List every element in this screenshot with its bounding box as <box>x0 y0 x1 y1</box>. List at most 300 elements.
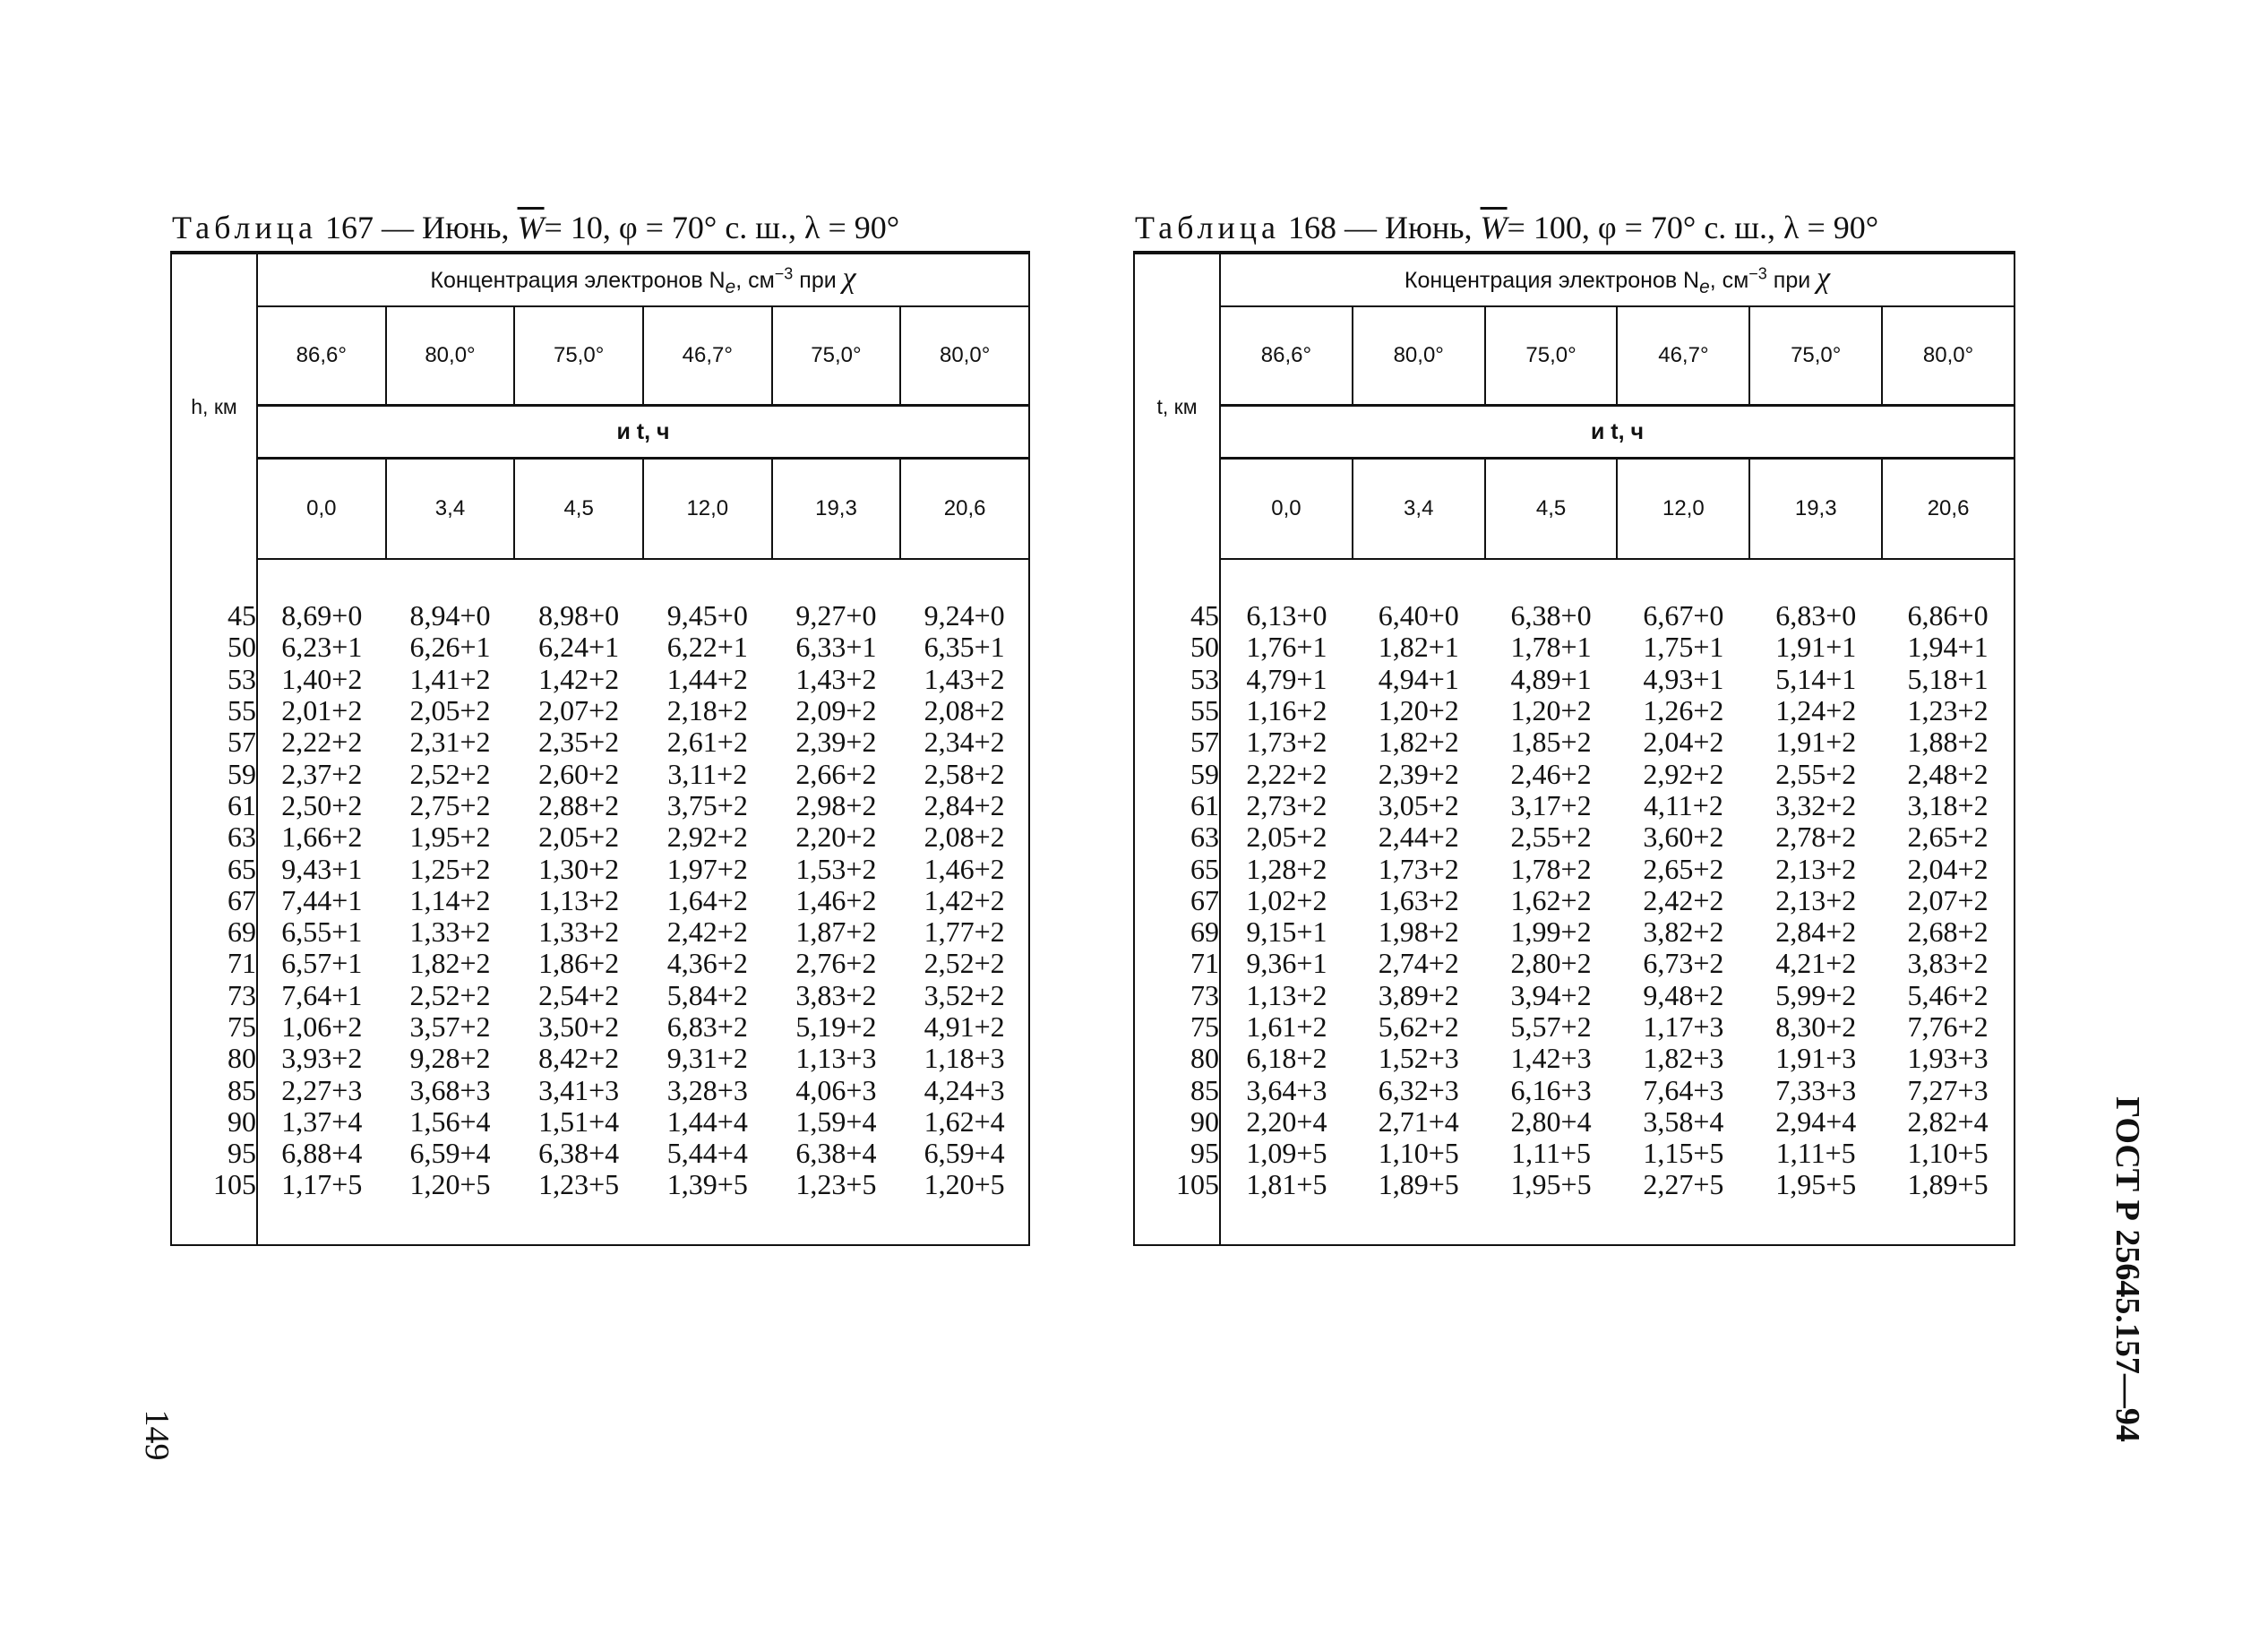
value-cell: 2,01+2 <box>281 694 363 727</box>
height-cell: 105 <box>1134 1169 1220 1200</box>
value-cell: 1,86+2 <box>538 947 620 980</box>
value-cell: 3,58+4 <box>1643 1104 1724 1138</box>
angle-header: 80,0° <box>1882 306 2015 406</box>
value-cell: 8,30+2 <box>1775 1010 1857 1043</box>
height-cell: 95 <box>1134 1138 1220 1169</box>
value-cell: 1,17+5 <box>281 1168 363 1201</box>
value-cell: 6,83+2 <box>666 1010 748 1043</box>
value-cell: 1,20+2 <box>1510 694 1592 727</box>
value-cell: 3,50+2 <box>538 1010 620 1043</box>
value-cell: 5,62+2 <box>1378 1010 1459 1043</box>
value-cell: 1,93+3 <box>1907 1042 1989 1075</box>
value-cell: 6,59+4 <box>409 1137 491 1170</box>
caption-w-symbol: $\overline{W}$ <box>1480 210 1508 245</box>
value-cell: 2,05+2 <box>1246 821 1327 854</box>
height-cell: 45 <box>1134 600 1220 632</box>
value-cell: 2,37+2 <box>281 757 363 790</box>
value-cell: 2,88+2 <box>538 788 620 821</box>
value-cell: 1,64+2 <box>666 883 748 916</box>
value-cell: 2,31+2 <box>409 726 491 759</box>
value-cell: 2,98+2 <box>795 788 877 821</box>
value-cell: 4,79+1 <box>1246 662 1327 695</box>
height-cell: 45 <box>171 600 257 632</box>
concentration-header <box>1220 253 2015 306</box>
time-header-value: 3,4 <box>386 459 515 560</box>
value-cell: 1,87+2 <box>795 915 877 949</box>
value-cell: 1,46+2 <box>795 883 877 916</box>
value-cell: 6,83+0 <box>1775 599 1857 632</box>
table-row <box>171 1011 1029 1043</box>
table-row <box>1134 853 2015 884</box>
value-cell: 3,68+3 <box>409 1073 491 1106</box>
value-cell: 9,45+0 <box>666 599 748 632</box>
value-cell: 1,89+5 <box>1907 1168 1989 1201</box>
value-cell: 1,42+3 <box>1510 1042 1592 1075</box>
value-cell: 2,05+2 <box>538 821 620 854</box>
value-cell: 1,82+2 <box>1378 726 1459 759</box>
height-cell: 57 <box>1134 726 1220 758</box>
angle-header: 75,0° <box>772 306 901 406</box>
time-header-value: 19,3 <box>772 459 901 560</box>
value-cell: 6,32+3 <box>1378 1073 1459 1106</box>
spacer-cell <box>257 560 1029 600</box>
value-cell: 5,46+2 <box>1907 978 1989 1011</box>
value-cell: 1,73+2 <box>1246 726 1327 759</box>
value-cell: 1,99+2 <box>1510 915 1592 949</box>
value-cell: 1,53+2 <box>795 852 877 885</box>
value-cell: 1,13+3 <box>795 1042 877 1075</box>
height-cell: 71 <box>171 948 257 979</box>
value-cell: 2,84+2 <box>924 788 1005 821</box>
spacer-cell <box>1220 1201 2015 1245</box>
value-cell: 1,37+4 <box>281 1104 363 1138</box>
time-header-value: 12,0 <box>643 459 772 560</box>
value-cell: 1,42+2 <box>924 883 1005 916</box>
value-cell: 2,27+5 <box>1643 1168 1724 1201</box>
table-row <box>171 853 1029 884</box>
value-cell: 2,39+2 <box>795 726 877 759</box>
value-cell: 3,89+2 <box>1378 978 1459 1011</box>
height-cell: 105 <box>171 1169 257 1200</box>
value-cell: 1,23+5 <box>538 1168 620 1201</box>
value-cell: 2,04+2 <box>1643 726 1724 759</box>
time-header-value: 12,0 <box>1617 459 1749 560</box>
table-row <box>171 1043 1029 1074</box>
standard-code: ГОСТ Р 25645.157—94 <box>2109 1096 2146 1442</box>
height-cell: 50 <box>171 632 257 663</box>
value-cell: 2,04+2 <box>1907 852 1989 885</box>
value-cell: 1,26+2 <box>1643 694 1724 727</box>
value-cell: 5,57+2 <box>1510 1010 1592 1043</box>
angle-header: 86,6° <box>1220 306 1353 406</box>
value-cell: 3,93+2 <box>281 1042 363 1075</box>
height-cell: 53 <box>1134 664 1220 695</box>
height-cell: 71 <box>1134 948 1220 979</box>
table-row <box>1134 1043 2015 1074</box>
time-header-value: 20,6 <box>1882 459 2015 560</box>
value-cell: 2,44+2 <box>1378 821 1459 854</box>
angle-header: 46,7° <box>1617 306 1749 406</box>
angle-header: 80,0° <box>1353 306 1485 406</box>
table-caption <box>172 204 1030 251</box>
value-cell: 4,21+2 <box>1775 947 1857 980</box>
height-cell: 95 <box>171 1138 257 1169</box>
value-cell: 7,64+1 <box>281 978 363 1011</box>
value-cell: 6,38+4 <box>795 1137 877 1170</box>
table-row <box>171 948 1029 979</box>
value-cell: 4,06+3 <box>795 1073 877 1106</box>
time-header-value: 3,4 <box>1353 459 1485 560</box>
value-cell: 1,23+5 <box>795 1168 877 1201</box>
value-cell: 2,94+4 <box>1775 1104 1857 1138</box>
value-cell: 2,68+2 <box>1907 915 1989 949</box>
table-row <box>171 885 1029 916</box>
height-cell: 69 <box>1134 916 1220 948</box>
value-cell: 2,52+2 <box>924 947 1005 980</box>
table-row <box>171 1074 1029 1105</box>
value-cell: 9,15+1 <box>1246 915 1327 949</box>
table-row <box>1134 664 2015 695</box>
height-cell: 55 <box>1134 695 1220 726</box>
value-cell: 2,55+2 <box>1510 821 1592 854</box>
value-cell: 1,40+2 <box>281 662 363 695</box>
value-cell: 1,46+2 <box>924 852 1005 885</box>
value-cell: 1,18+3 <box>924 1042 1005 1075</box>
value-cell: 9,24+0 <box>924 599 1005 632</box>
value-cell: 1,51+4 <box>538 1104 620 1138</box>
table-row <box>171 726 1029 758</box>
value-cell: 1,30+2 <box>538 852 620 885</box>
angle-header: 86,6° <box>257 306 386 406</box>
angle-header: 46,7° <box>643 306 772 406</box>
table-row <box>1134 1074 2015 1105</box>
table-row <box>1134 980 2015 1011</box>
value-cell: 5,44+4 <box>666 1137 748 1170</box>
value-cell: 3,05+2 <box>1378 788 1459 821</box>
value-cell: 1,11+5 <box>1511 1137 1591 1170</box>
value-cell: 1,41+2 <box>409 662 491 695</box>
value-cell: 2,84+2 <box>1775 915 1857 949</box>
value-cell: 9,36+1 <box>1246 947 1327 980</box>
value-cell: 6,57+1 <box>281 947 363 980</box>
caption-params: = 100, φ = 70° с. ш., λ = 90° <box>1507 210 1879 245</box>
data-table <box>1133 251 2015 1246</box>
value-cell: 2,80+4 <box>1510 1104 1592 1138</box>
value-cell: 2,55+2 <box>1775 757 1857 790</box>
value-cell: 2,50+2 <box>281 788 363 821</box>
conc-sub: e <box>725 277 736 297</box>
value-cell: 1,95+2 <box>409 821 491 854</box>
value-cell: 4,94+1 <box>1378 662 1459 695</box>
value-cell: 9,28+2 <box>409 1042 491 1075</box>
table-row <box>171 1106 1029 1138</box>
value-cell: 1,94+1 <box>1907 631 1989 664</box>
chi-symbol: χ <box>842 262 856 295</box>
value-cell: 1,10+5 <box>1378 1137 1459 1170</box>
value-cell: 1,20+5 <box>924 1168 1005 1201</box>
value-cell: 5,99+2 <box>1775 978 1857 1011</box>
table-row <box>1134 1169 2015 1200</box>
value-cell: 3,32+2 <box>1775 788 1857 821</box>
conc-exp: −3 <box>1748 264 1767 283</box>
value-cell: 1,13+2 <box>538 883 620 916</box>
value-cell: 1,78+2 <box>1510 852 1592 885</box>
value-cell: 1,20+2 <box>1378 694 1459 727</box>
value-cell: 1,88+2 <box>1907 726 1989 759</box>
caption-word: Таблица <box>1135 210 1280 245</box>
table-row <box>1134 632 2015 663</box>
value-cell: 1,44+2 <box>666 662 748 695</box>
value-cell: 1,11+5 <box>1775 1137 1856 1170</box>
value-cell: 6,73+2 <box>1643 947 1724 980</box>
value-cell: 3,28+3 <box>666 1073 748 1106</box>
page-number: 149 <box>138 1409 176 1461</box>
value-cell: 2,92+2 <box>1643 757 1724 790</box>
time-header-value: 19,3 <box>1749 459 1882 560</box>
value-cell: 1,15+5 <box>1643 1137 1724 1170</box>
value-cell: 3,64+3 <box>1246 1073 1327 1106</box>
value-cell: 9,48+2 <box>1643 978 1724 1011</box>
value-cell: 1,63+2 <box>1378 883 1459 916</box>
value-cell: 1,43+2 <box>795 662 877 695</box>
value-cell: 6,22+1 <box>666 631 748 664</box>
data-table <box>170 251 1030 1246</box>
caption-params: = 10, φ = 70° с. ш., λ = 90° <box>544 210 900 245</box>
caption-number: 168 — Июнь, <box>1287 210 1473 245</box>
value-cell: 2,07+2 <box>1907 883 1989 916</box>
value-cell: 1,73+2 <box>1378 852 1459 885</box>
value-cell: 6,26+1 <box>409 631 491 664</box>
value-cell: 2,13+2 <box>1775 852 1857 885</box>
value-cell: 5,18+1 <box>1907 662 1989 695</box>
table-row <box>171 916 1029 948</box>
value-cell: 3,75+2 <box>666 788 748 821</box>
table-168-block <box>1133 204 2015 1246</box>
value-cell: 1,33+2 <box>538 915 620 949</box>
row-header: h, км <box>171 253 257 560</box>
value-cell: 9,43+1 <box>281 852 363 885</box>
value-cell: 2,08+2 <box>924 694 1005 727</box>
height-cell: 59 <box>171 758 257 789</box>
conc-sub: e <box>1699 277 1710 297</box>
value-cell: 1,28+2 <box>1246 852 1327 885</box>
value-cell: 5,19+2 <box>795 1010 877 1043</box>
value-cell: 4,36+2 <box>666 947 748 980</box>
value-cell: 1,59+4 <box>795 1104 877 1138</box>
height-cell: 80 <box>171 1043 257 1074</box>
height-cell: 61 <box>1134 790 1220 821</box>
value-cell: 1,62+2 <box>1510 883 1592 916</box>
value-cell: 1,76+1 <box>1246 631 1327 664</box>
value-cell: 1,20+5 <box>409 1168 491 1201</box>
value-cell: 2,20+4 <box>1246 1104 1327 1138</box>
value-cell: 2,08+2 <box>924 821 1005 854</box>
table-row <box>1134 695 2015 726</box>
time-header-value: 4,5 <box>514 459 643 560</box>
height-cell: 69 <box>171 916 257 948</box>
angle-header: 75,0° <box>514 306 643 406</box>
value-cell: 8,98+0 <box>538 599 620 632</box>
value-cell: 1,23+2 <box>1907 694 1989 727</box>
time-header-value: 0,0 <box>1220 459 1353 560</box>
spacer-row <box>171 560 1029 600</box>
value-cell: 6,13+0 <box>1246 599 1327 632</box>
table-row <box>171 980 1029 1011</box>
spacer-cell <box>171 1201 257 1245</box>
value-cell: 6,38+0 <box>1510 599 1592 632</box>
value-cell: 1,42+2 <box>538 662 620 695</box>
value-cell: 6,24+1 <box>538 631 620 664</box>
value-cell: 6,88+4 <box>281 1137 363 1170</box>
value-cell: 1,24+2 <box>1775 694 1857 727</box>
value-cell: 6,38+4 <box>538 1137 620 1170</box>
value-cell: 1,81+5 <box>1246 1168 1327 1201</box>
value-cell: 6,59+4 <box>924 1137 1005 1170</box>
value-cell: 2,71+4 <box>1378 1104 1459 1138</box>
value-cell: 1,14+2 <box>409 883 491 916</box>
value-cell: 2,92+2 <box>666 821 748 854</box>
spacer-cell <box>1134 560 1220 600</box>
value-cell: 2,75+2 <box>409 788 491 821</box>
angle-header: 80,0° <box>386 306 515 406</box>
conc-label: Концентрация электронов N <box>1404 268 1700 293</box>
value-cell: 1,39+5 <box>666 1168 748 1201</box>
value-cell: 1,17+3 <box>1643 1010 1724 1043</box>
table-row <box>1134 1138 2015 1169</box>
value-cell: 2,09+2 <box>795 694 877 727</box>
value-cell: 7,64+3 <box>1643 1073 1724 1106</box>
height-cell: 73 <box>171 980 257 1011</box>
angle-header: 75,0° <box>1749 306 1882 406</box>
value-cell: 1,82+3 <box>1643 1042 1724 1075</box>
conc-at: при <box>1773 268 1811 293</box>
height-cell: 50 <box>1134 632 1220 663</box>
value-cell: 1,62+4 <box>924 1104 1005 1138</box>
angle-header: 80,0° <box>900 306 1029 406</box>
height-cell: 65 <box>1134 853 1220 884</box>
height-cell: 90 <box>171 1106 257 1138</box>
height-cell: 53 <box>171 664 257 695</box>
value-cell: 2,42+2 <box>666 915 748 949</box>
value-cell: 3,11+2 <box>667 757 748 790</box>
value-cell: 9,27+0 <box>795 599 877 632</box>
value-cell: 2,18+2 <box>666 694 748 727</box>
caption-word: Таблица <box>172 210 317 245</box>
time-header-value: 0,0 <box>257 459 386 560</box>
value-cell: 2,58+2 <box>924 757 1005 790</box>
value-cell: 2,35+2 <box>538 726 620 759</box>
height-cell: 63 <box>171 821 257 853</box>
value-cell: 2,42+2 <box>1643 883 1724 916</box>
table-167-block <box>170 204 1030 1246</box>
value-cell: 3,18+2 <box>1907 788 1989 821</box>
value-cell: 1,44+4 <box>666 1104 748 1138</box>
table-row <box>171 695 1029 726</box>
value-cell: 2,73+2 <box>1246 788 1327 821</box>
value-cell: 2,39+2 <box>1378 757 1459 790</box>
value-cell: 2,07+2 <box>538 694 620 727</box>
table-row <box>171 1138 1029 1169</box>
value-cell: 6,33+1 <box>795 631 877 664</box>
table-row <box>171 664 1029 695</box>
spacer-cell <box>257 1201 1029 1245</box>
value-cell: 8,94+0 <box>409 599 491 632</box>
time-header: и t, ч <box>1220 406 2015 459</box>
table-row <box>1134 885 2015 916</box>
value-cell: 2,74+2 <box>1378 947 1459 980</box>
value-cell: 1,89+5 <box>1378 1168 1459 1201</box>
table-row <box>171 821 1029 853</box>
value-cell: 1,25+2 <box>409 852 491 885</box>
value-cell: 4,93+1 <box>1643 662 1724 695</box>
height-cell: 61 <box>171 790 257 821</box>
height-cell: 80 <box>1134 1043 1220 1074</box>
value-cell: 2,48+2 <box>1907 757 1989 790</box>
value-cell: 1,98+2 <box>1378 915 1459 949</box>
value-cell: 3,57+2 <box>409 1010 491 1043</box>
value-cell: 3,52+2 <box>924 978 1005 1011</box>
value-cell: 6,23+1 <box>281 631 363 664</box>
value-cell: 4,89+1 <box>1510 662 1592 695</box>
value-cell: 3,60+2 <box>1643 821 1724 854</box>
value-cell: 1,95+5 <box>1775 1168 1857 1201</box>
value-cell: 1,77+2 <box>924 915 1005 949</box>
height-cell: 75 <box>171 1011 257 1043</box>
value-cell: 2,46+2 <box>1510 757 1592 790</box>
value-cell: 4,24+3 <box>924 1073 1005 1106</box>
table-row <box>1134 916 2015 948</box>
value-cell: 3,41+3 <box>538 1073 620 1106</box>
value-cell: 2,54+2 <box>538 978 620 1011</box>
value-cell: 2,65+2 <box>1643 852 1724 885</box>
value-cell: 1,10+5 <box>1907 1137 1989 1170</box>
height-cell: 63 <box>1134 821 1220 853</box>
value-cell: 5,14+1 <box>1775 662 1857 695</box>
height-cell: 85 <box>1134 1074 1220 1105</box>
value-cell: 1,06+2 <box>281 1010 363 1043</box>
conc-at: при <box>799 268 837 293</box>
value-cell: 2,78+2 <box>1775 821 1857 854</box>
value-cell: 7,44+1 <box>281 883 363 916</box>
height-cell: 67 <box>171 885 257 916</box>
height-cell: 67 <box>1134 885 1220 916</box>
table-row <box>171 790 1029 821</box>
value-cell: 3,83+2 <box>795 978 877 1011</box>
value-cell: 4,91+2 <box>924 1010 1005 1043</box>
height-cell: 73 <box>1134 980 1220 1011</box>
conc-unit: , см <box>735 268 775 293</box>
value-cell: 6,16+3 <box>1510 1073 1592 1106</box>
value-cell: 4,11+2 <box>1643 788 1723 821</box>
value-cell: 6,35+1 <box>924 631 1005 664</box>
value-cell: 1,33+2 <box>409 915 491 949</box>
value-cell: 2,20+2 <box>795 821 877 854</box>
value-cell: 2,80+2 <box>1510 947 1592 980</box>
value-cell: 1,95+5 <box>1510 1168 1592 1201</box>
height-cell: 85 <box>171 1074 257 1105</box>
value-cell: 1,85+2 <box>1510 726 1592 759</box>
value-cell: 1,52+3 <box>1378 1042 1459 1075</box>
value-cell: 2,60+2 <box>538 757 620 790</box>
table-row <box>1134 821 2015 853</box>
value-cell: 9,31+2 <box>666 1042 748 1075</box>
value-cell: 6,18+2 <box>1246 1042 1327 1075</box>
conc-unit: , см <box>1709 268 1749 293</box>
value-cell: 1,56+4 <box>409 1104 491 1138</box>
value-cell: 1,13+2 <box>1246 978 1327 1011</box>
caption-number: 167 — Июнь, <box>324 210 510 245</box>
value-cell: 3,94+2 <box>1510 978 1592 1011</box>
